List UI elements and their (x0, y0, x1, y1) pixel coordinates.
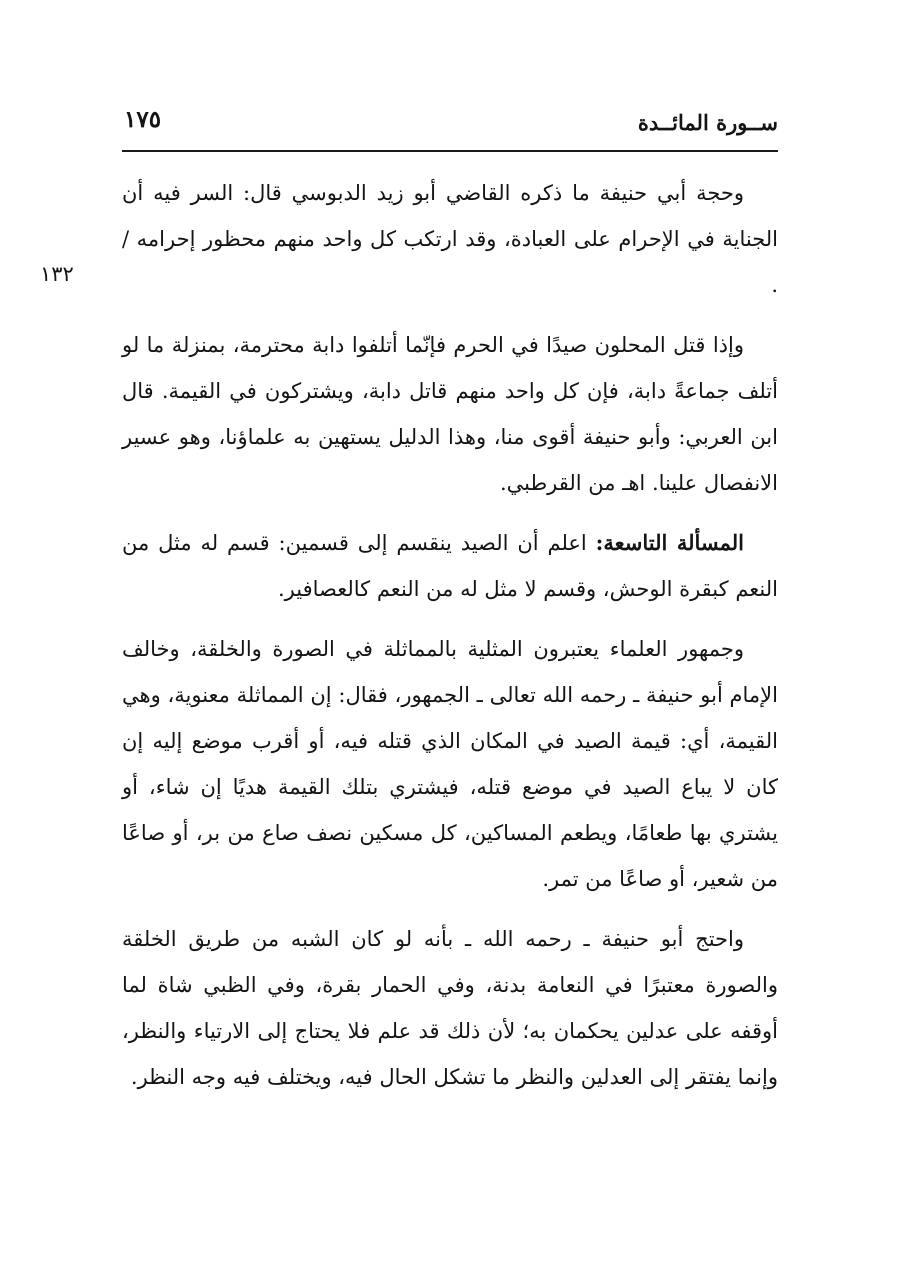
paragraph-text: وإذا قتل المحلون صيدًا في الحرم فإنّما أتلفوا دابة محترمة، بمنزلة ما لو أتلف جماعةً دابة، فإن كل واحد منهم قاتل دابة، ويشتركون في القيمة. قال ابن العربي: وأبو حنيفة أقوى منا، وهذا الدليل يستهين به علماؤنا، وهو عسير الانفصال علينا. اهـ من القرطبي. (122, 333, 778, 495)
page-header (122, 104, 778, 148)
paragraph-text: اعلم أن الصيد ينقسم إلى قسمين: قسم له مثل من النعم كبقرة الوحش، وقسم لا مثل له من النعم كالعصافير. (122, 531, 778, 601)
paragraph-1 (122, 170, 778, 308)
paragraph-2 (122, 322, 778, 506)
surah-title: ســورة المائــدة (637, 110, 778, 135)
section-heading: المسألة التاسعة: (595, 530, 744, 555)
margin-page-reference: ١٣٢ (40, 262, 74, 286)
paragraph-4 (122, 626, 778, 902)
paragraph-text: وحجة أبي حنيفة ما ذكره القاضي أبو زيد الدبوسي قال: السر فيه أن الجناية في الإحرام على العبادة، وقد ارتكب كل واحد منهم محظور إحرامه / . (122, 181, 778, 297)
page-number: ١٧٥ (124, 106, 162, 133)
paragraph-3 (122, 520, 778, 612)
paragraph-5 (122, 916, 778, 1100)
body-text (122, 170, 778, 1114)
header-divider (122, 150, 778, 152)
paragraph-text: واحتج أبو حنيفة ـ رحمه الله ـ بأنه لو كان الشبه من طريق الخلقة والصورة معتبرًا في النعامة بدنة، وفي الحمار بقرة، وفي الظبي شاة لما أوقفه على عدلين يحكمان به؛ لأن ذلك قد علم فلا يحتاج إلى الارتياء والنظر، وإنما يفتقر إلى العدلين والنظر ما تشكل الحال فيه، ويختلف فيه وجه النظر. (122, 927, 778, 1089)
paragraph-text: وجمهور العلماء يعتبرون المثلية بالمماثلة في الصورة والخلقة، وخالف الإمام أبو حنيفة ـ رحمه الله تعالى ـ الجمهور، فقال: إن المماثلة معنوية، وهي القيمة، أي: قيمة الصيد في المكان الذي قتله فيه، أو أقرب موضع إليه إن كان لا يباع الصيد في موضع قتله، فيشتري بتلك القيمة هديًا إن شاء، أو يشتري بها طعامًا، ويطعم المساكين، كل مسكين نصف صاع من بر، أو صاعًا من شعير، أو صاعًا من تمر. (122, 637, 778, 891)
